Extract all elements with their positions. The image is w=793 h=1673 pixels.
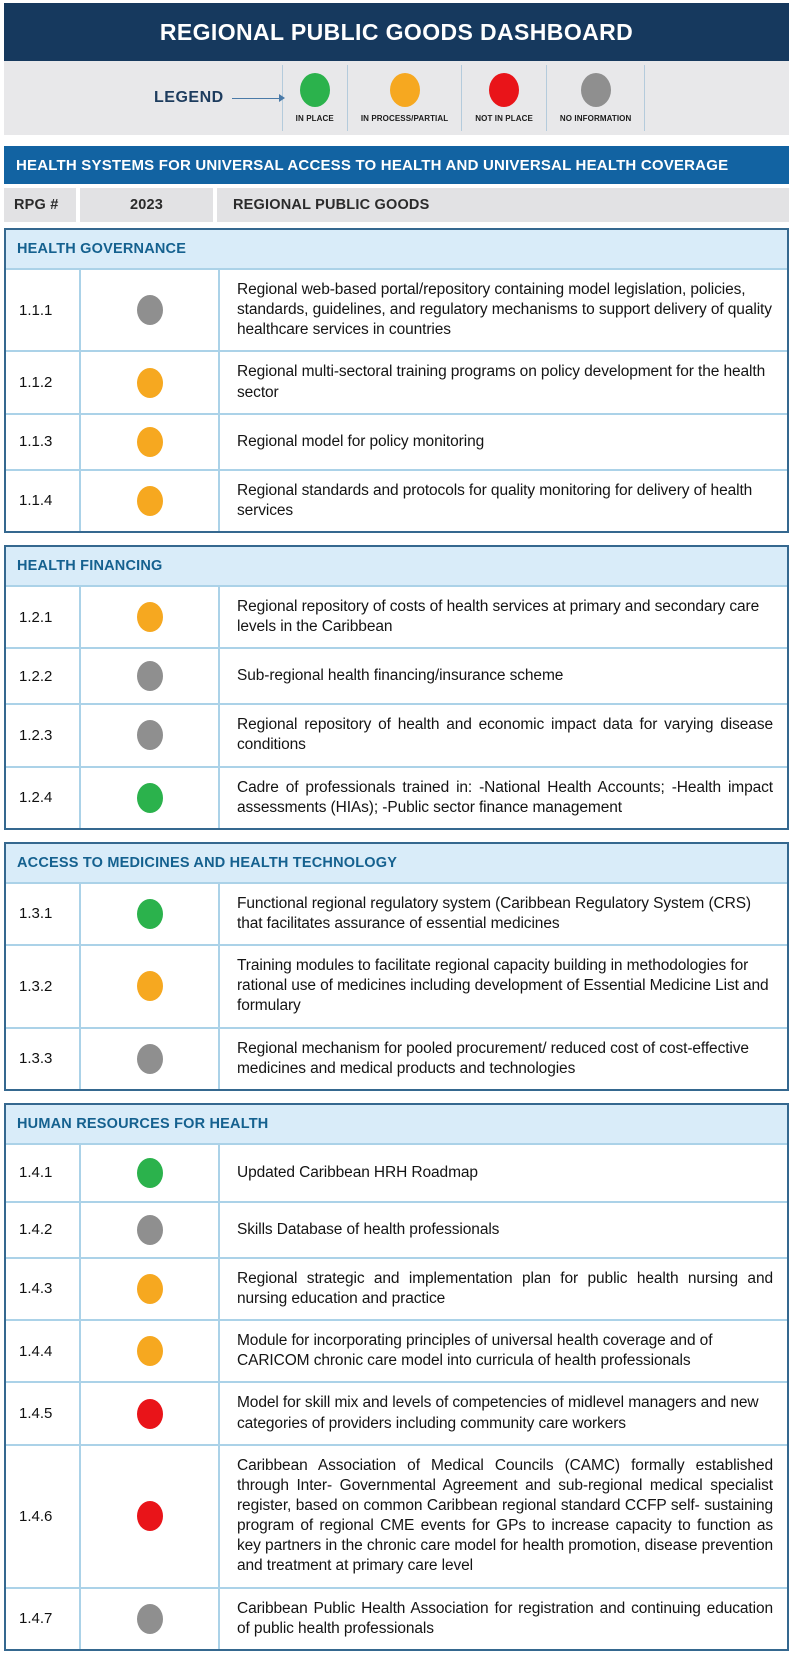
rpg-number: 1.3.3 (19, 1050, 53, 1068)
status-dot-in-process-partial-icon (137, 486, 163, 516)
rpg-number: 1.4.7 (19, 1610, 53, 1628)
column-header-rpg-number: RPG # (4, 188, 76, 222)
table-row (6, 703, 787, 765)
status-cell (79, 1029, 218, 1089)
status-cell (79, 649, 218, 703)
column-header-regional-public-goods: REGIONAL PUBLIC GOODS (217, 188, 789, 222)
status-dot-in-process-partial-icon (137, 602, 163, 632)
rpg-description: Caribbean Public Health Association for registration and continuing education of public health professionals (218, 1589, 787, 1649)
rpg-description: Skills Database of health professionals (218, 1203, 787, 1257)
rpg-number: 1.4.1 (19, 1164, 53, 1182)
legend-item-label: NO INFORMATION (559, 114, 632, 123)
rpg-number: 1.3.1 (19, 905, 53, 923)
legend-status-dot-in-place-icon (300, 73, 330, 107)
table-row (6, 766, 787, 828)
status-cell (79, 1589, 218, 1649)
rpg-description: Regional multi-sectoral training programs on policy development for the health sector (218, 352, 787, 412)
section (4, 1103, 789, 1651)
table-row (6, 944, 787, 1026)
section-rows (6, 587, 787, 828)
rpg-number: 1.3.2 (19, 977, 53, 995)
rpg-number: 1.2.2 (19, 667, 53, 685)
page-title: REGIONAL PUBLIC GOODS DASHBOARD (159, 18, 634, 45)
rpg-number: 1.1.2 (19, 374, 53, 392)
legend-item-label: IN PLACE (295, 114, 334, 123)
status-dot-not-in-place-icon (137, 1399, 163, 1429)
column-header-row (4, 188, 789, 222)
status-cell (79, 1145, 218, 1201)
status-cell (79, 1321, 218, 1381)
status-cell (79, 415, 218, 469)
status-dot-no-information-icon (137, 295, 163, 325)
table-row (6, 469, 787, 531)
status-cell (79, 1383, 218, 1443)
status-dot-in-process-partial-icon (137, 1274, 163, 1304)
rpg-number: 1.4.2 (19, 1221, 53, 1239)
table-row (6, 1201, 787, 1257)
status-cell (79, 1259, 218, 1319)
rpg-description: Module for incorporating principles of universal health coverage and of CARICOM chronic care model into curricula of health professionals (218, 1321, 787, 1381)
table-row (6, 1444, 787, 1587)
status-dot-no-information-icon (137, 661, 163, 691)
section-rows (6, 270, 787, 531)
legend-status-dot-not-in-place-icon (489, 73, 519, 107)
status-cell (79, 352, 218, 412)
section (4, 228, 789, 533)
legend-item-no-information (546, 65, 645, 131)
category-banner-title: HEALTH SYSTEMS FOR UNIVERSAL ACCESS TO HEALTH AND UNIVERSAL HEALTH COVERAGE (16, 156, 729, 174)
rpg-description: Cadre of professionals trained in: -National Health Accounts; -Health impact assessments (HIAs); -Public sector finance management (218, 768, 787, 828)
table-row (6, 350, 787, 412)
status-cell (79, 768, 218, 828)
legend-item-in-place (282, 65, 347, 131)
rpg-number: 1.1.3 (19, 433, 53, 451)
table-row (6, 1257, 787, 1319)
rpg-description: Regional repository of costs of health services at primary and secondary care levels in the Caribbean (218, 587, 787, 647)
dashboard-header (4, 3, 789, 61)
rpg-number: 1.4.4 (19, 1342, 53, 1360)
legend-status-dot-in-process-partial-icon (390, 73, 420, 107)
status-cell (79, 705, 218, 765)
table-row (6, 1145, 787, 1201)
rpg-number: 1.1.1 (19, 301, 53, 319)
table-row (6, 413, 787, 469)
section (4, 842, 789, 1091)
legend-item-label: IN PROCESS/PARTIAL (360, 114, 449, 123)
legend-status-dot-no-information-icon (581, 73, 611, 107)
sections-container (4, 228, 789, 1651)
status-dot-in-process-partial-icon (137, 1336, 163, 1366)
rpg-number: 1.4.3 (19, 1280, 53, 1298)
table-row (6, 1381, 787, 1443)
rpg-number: 1.2.4 (19, 789, 53, 807)
status-cell (79, 946, 218, 1026)
section-rows (6, 884, 787, 1089)
rpg-number: 1.2.1 (19, 608, 53, 626)
section-header: ACCESS TO MEDICINES AND HEALTH TECHNOLOGY (6, 844, 787, 884)
section-header: HEALTH GOVERNANCE (6, 230, 787, 270)
status-dot-no-information-icon (137, 1604, 163, 1634)
rpg-description: Regional mechanism for pooled procurement/ reduced cost of cost-effective medicines and medical products and technologies (218, 1029, 787, 1089)
status-cell (79, 1203, 218, 1257)
section (4, 545, 789, 830)
legend-item-in-process-partial (347, 65, 461, 131)
rpg-description: Model for skill mix and levels of competencies of midlevel managers and new categories of providers including community care workers (218, 1383, 787, 1443)
status-cell (79, 471, 218, 531)
rpg-description: Regional standards and protocols for quality monitoring for delivery of health services (218, 471, 787, 531)
rpg-description: Regional repository of health and economic impact data for varying disease conditions (218, 705, 787, 765)
status-dot-no-information-icon (137, 1044, 163, 1074)
rpg-number: 1.1.4 (19, 492, 53, 510)
status-dot-no-information-icon (137, 720, 163, 750)
table-row (6, 270, 787, 350)
status-dot-in-place-icon (137, 899, 163, 929)
status-cell (79, 884, 218, 944)
legend-label: LEGEND (154, 89, 224, 106)
status-dot-no-information-icon (137, 1215, 163, 1245)
rpg-description: Regional model for policy monitoring (218, 415, 787, 469)
table-row (6, 647, 787, 703)
category-banner (4, 146, 789, 184)
table-row (6, 1319, 787, 1381)
rpg-description: Sub-regional health financing/insurance scheme (218, 649, 787, 703)
column-header-year: 2023 (80, 188, 213, 222)
section-rows (6, 1145, 787, 1649)
table-row (6, 1587, 787, 1649)
legend-arrow-icon (232, 98, 280, 99)
table-row (6, 1027, 787, 1089)
rpg-description: Training modules to facilitate regional capacity building in methodologies for rational use of medicines including development of Essential Medicine List and formulary (218, 946, 787, 1026)
status-cell (79, 1446, 218, 1587)
table-row (6, 884, 787, 944)
status-cell (79, 270, 218, 350)
rpg-number: 1.2.3 (19, 726, 53, 744)
rpg-description: Regional web-based portal/repository containing model legislation, policies, standards, guidelines, and regulatory mechanisms to support delivery of quality healthcare services in countries (218, 270, 787, 350)
rpg-description: Updated Caribbean HRH Roadmap (218, 1145, 787, 1201)
section-header: HEALTH FINANCING (6, 547, 787, 587)
rpg-description: Caribbean Association of Medical Councils (CAMC) formally established through Inter- Governmental Agreement and sub-regional medical specialist register, based on common Caribbean regional standard CCFP self- sustaining program of regional CME events for GPs to increase capacity to function as key partners in the chronic care model for health promotion, disease prevention and treatment at primary care level (218, 1446, 787, 1587)
status-dot-in-place-icon (137, 1158, 163, 1188)
table-row (6, 587, 787, 647)
status-dot-in-process-partial-icon (137, 971, 163, 1001)
status-dot-in-process-partial-icon (137, 368, 163, 398)
rpg-description: Functional regional regulatory system (Caribbean Regulatory System (CRS) that facilitates assurance of essential medicines (218, 884, 787, 944)
rpg-number: 1.4.5 (19, 1405, 53, 1423)
status-dot-not-in-place-icon (137, 1501, 163, 1531)
section-header: HUMAN RESOURCES FOR HEALTH (6, 1105, 787, 1145)
legend-item-not-in-place (461, 65, 546, 131)
legend (4, 61, 789, 135)
status-dot-in-process-partial-icon (137, 427, 163, 457)
legend-item-label: NOT IN PLACE (475, 114, 533, 123)
rpg-number: 1.4.6 (19, 1507, 53, 1525)
status-dot-in-place-icon (137, 783, 163, 813)
legend-items (282, 65, 646, 131)
rpg-description: Regional strategic and implementation plan for public health nursing and nursing education and practice (218, 1259, 787, 1319)
status-cell (79, 587, 218, 647)
